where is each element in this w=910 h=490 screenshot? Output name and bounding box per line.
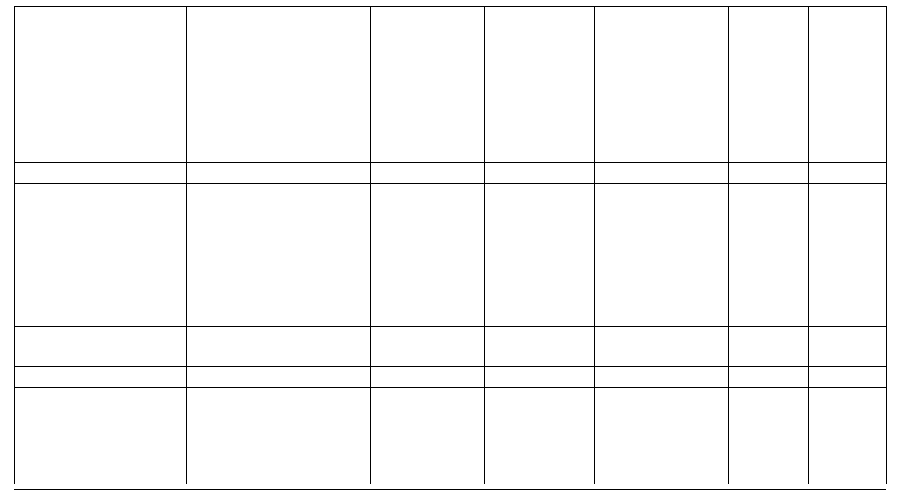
grid-line — [808, 6, 809, 484]
grid-line — [14, 326, 886, 327]
grid-line — [186, 6, 187, 484]
grid-line — [370, 6, 371, 484]
grid-line — [14, 6, 886, 7]
grid-line — [728, 6, 729, 484]
grid-line — [14, 6, 15, 484]
grid-line — [14, 162, 886, 163]
grid-line — [14, 183, 886, 184]
grid-line — [886, 6, 887, 484]
grid-line — [14, 387, 886, 388]
grid-line — [594, 6, 595, 484]
grid-line — [14, 366, 886, 367]
grid-line — [484, 6, 485, 484]
